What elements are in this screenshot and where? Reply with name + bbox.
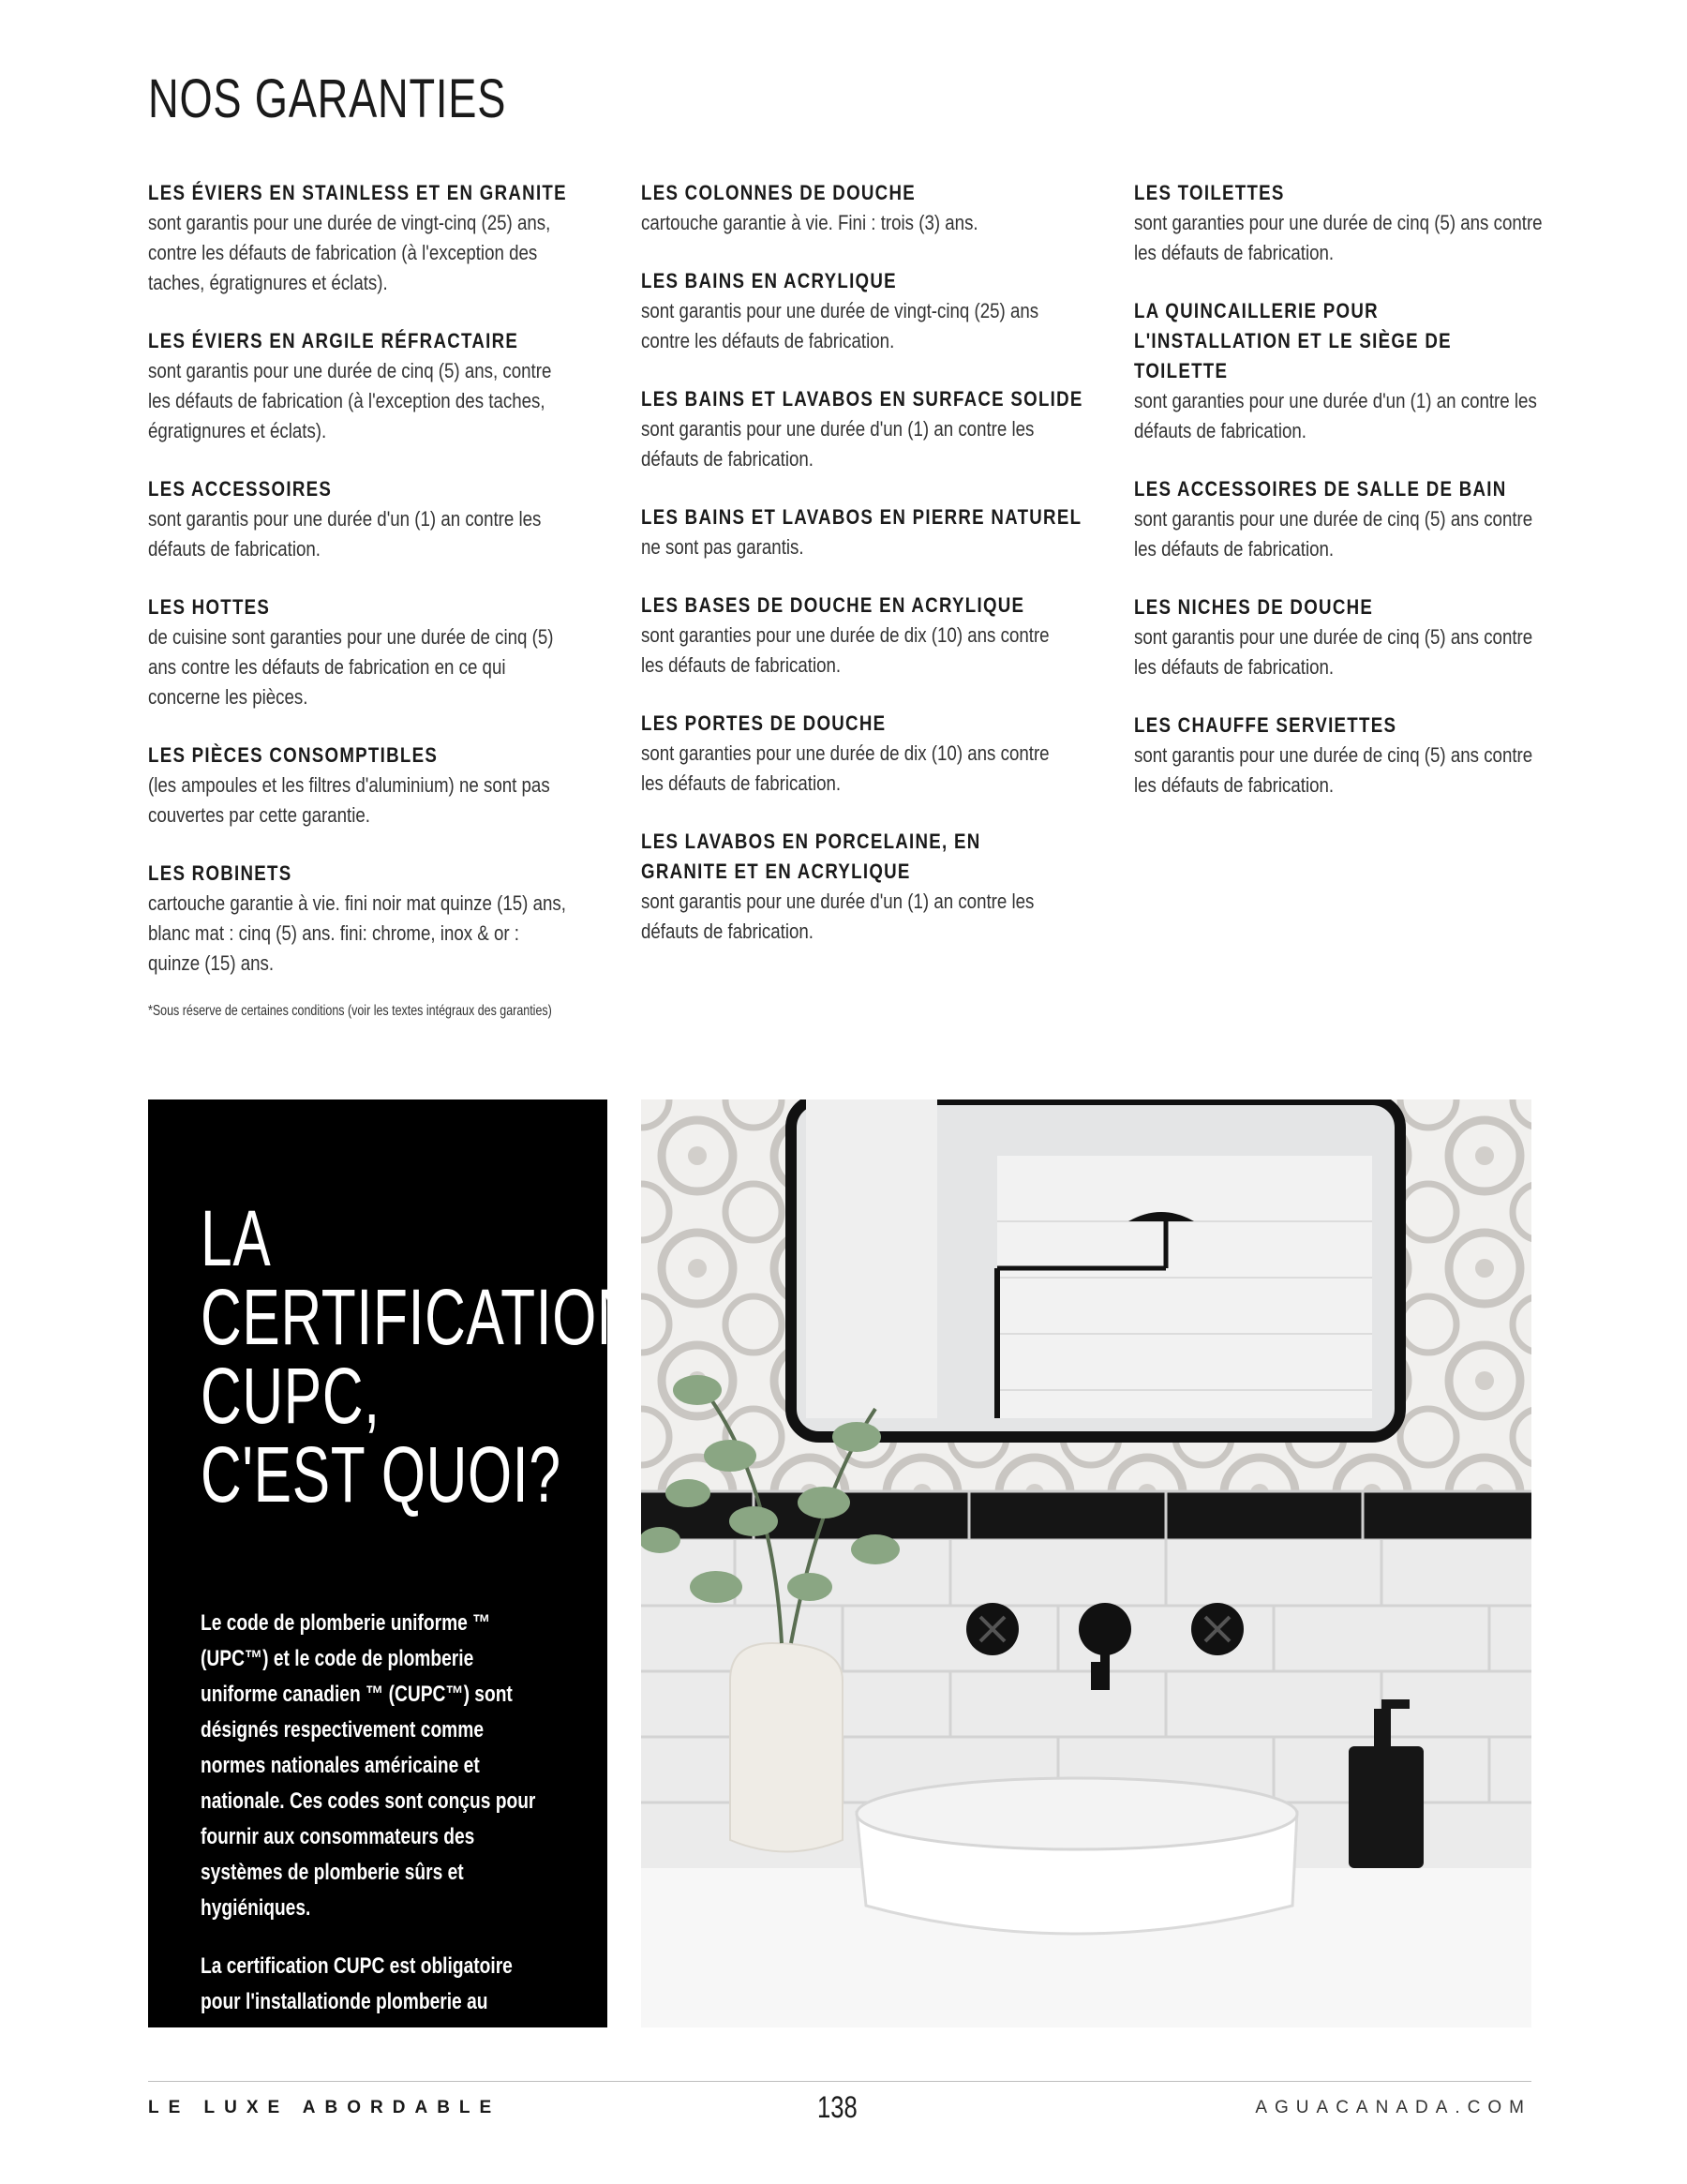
warranty-heading: LES CHAUFFE SERVIETTES (1134, 713, 1397, 737)
vase (730, 1643, 843, 1852)
warranty-heading: LES BAINS EN ACRYLIQUE (641, 269, 897, 292)
footer-website: AGUACANADA.COM (1255, 2098, 1531, 2117)
footer-divider (148, 2081, 1531, 2082)
warranty-text: sont garantis pour une durée de cinq (5) ans, contre les défauts de fabrication (à l'exception des taches, égratignures et éclats). (148, 359, 552, 442)
warranty-item (641, 709, 1128, 799)
warranty-item (641, 384, 1128, 474)
cupc-paragraph: Le code de plomberie uniforme ™ (UPC™) et le code de plomberie uniforme canadien ™ (CUPC™) sont désignés respectivement comme normes nationales américaine et nationale. Ces codes sont conçus pour fournir aux consommateurs des systèmes de plomberie sûrs et hygiéniques. (201, 1610, 536, 1921)
warranty-heading: LES ACCESSOIRES (148, 477, 333, 501)
warranty-text: sont garantis pour une durée d'un (1) an contre les défauts de fabrication. (148, 507, 542, 561)
cupc-paragraph: La certification CUPC est obligatoire pour l'installationde plomberie au Canada. (201, 1953, 513, 2050)
warranty-item (148, 592, 635, 712)
warranty-item (148, 859, 635, 979)
footnote: *Sous réserve de certaines conditions (voir les textes intégraux des garanties) (148, 1003, 552, 1019)
footer-tagline: LE LUXE ABORDABLE (148, 2098, 501, 2117)
warranty-text: sont garantis pour une durée de vingt-cinq (25) ans contre les défauts de fabrication. (641, 299, 1039, 352)
warranty-heading: LES ÉVIERS EN ARGILE RÉFRACTAIRE (148, 329, 519, 352)
warranty-text: cartouche garantie à vie. Fini : trois (3) ans. (641, 211, 978, 234)
warranty-text: sont garantis pour une durée de cinq (5) ans contre les défauts de fabrication. (1134, 625, 1533, 679)
warranty-text: (les ampoules et les filtres d'aluminium) ne sont pas couvertes par cette garantie. (148, 773, 550, 827)
warranty-item (148, 740, 635, 830)
cupc-heading-line: CERTIFICATION (201, 1273, 639, 1361)
soap-dispenser (1349, 1746, 1424, 1868)
warranty-column-1 (148, 178, 635, 1007)
warranty-heading: LES NICHES DE DOUCHE (1134, 595, 1374, 619)
warranty-item (1134, 711, 1621, 800)
cupc-heading-line: CUPC, (201, 1352, 381, 1440)
warranty-text: sont garanties pour une durée de cinq (5) ans contre les défauts de fabrication. (1134, 211, 1543, 264)
warranty-item (641, 827, 1128, 947)
warranty-heading: LES ÉVIERS EN STAINLESS ET EN GRANITE (148, 181, 567, 204)
warranty-heading: LES BAINS ET LAVABOS EN PIERRE NATUREL (641, 505, 1082, 529)
warranty-heading: LES TOILETTES (1134, 181, 1285, 204)
warranty-heading: LES LAVABOS EN PORCELAINE, EN GRANITE ET EN ACRYLIQUE (641, 830, 981, 883)
warranty-text: sont garantis pour une durée d'un (1) an contre les défauts de fabrication. (641, 417, 1035, 471)
warranty-column-3 (1134, 178, 1621, 829)
warranty-heading: LES ACCESSOIRES DE SALLE DE BAIN (1134, 477, 1507, 501)
warranty-heading: LES PIÈCES CONSOMPTIBLES (148, 743, 439, 767)
warranty-column-2 (641, 178, 1128, 975)
page-title: NOS GARANTIES (148, 68, 507, 129)
warranty-text: sont garantis pour une durée d'un (1) an contre les défauts de fabrication. (641, 890, 1035, 943)
warranty-item (641, 266, 1128, 356)
cupc-panel (148, 1099, 639, 2050)
warranty-text: sont garantis pour une durée de vingt-cinq (25) ans, contre les défauts de fabrication (à l'exception des taches, égratignures et éclats). (148, 211, 551, 294)
warranty-heading: LES COLONNES DE DOUCHE (641, 181, 916, 204)
warranty-item (1134, 178, 1621, 268)
warranty-text: sont garanties pour une durée d'un (1) an contre les défauts de fabrication. (1134, 389, 1537, 442)
warranty-heading: LES HOTTES (148, 595, 271, 619)
warranty-heading: LES BAINS ET LAVABOS EN SURFACE SOLIDE (641, 387, 1083, 411)
warranty-item (148, 326, 635, 446)
bathroom-photo (641, 1099, 1531, 2027)
warranty-item (641, 591, 1128, 681)
cupc-heading-line: C'EST QUOI? (201, 1430, 561, 1518)
warranty-text: sont garantis pour une durée de cinq (5) ans contre les défauts de fabrication. (1134, 743, 1533, 797)
warranty-text: ne sont pas garantis. (641, 535, 804, 559)
cupc-heading-line: LA (201, 1194, 272, 1282)
warranty-text: sont garanties pour une durée de dix (10) ans contre les défauts de fabrication. (641, 741, 1050, 795)
cupc-heading (201, 1194, 639, 1518)
warranty-heading: LES ROBINETS (148, 861, 292, 885)
warranty-item (1134, 296, 1621, 446)
warranty-text: cartouche garantie à vie. fini noir mat quinze (15) ans, blanc mat : cinq (5) ans. fini: chrome, inox & or : quinze (15) ans. (148, 891, 566, 975)
warranty-text: sont garantis pour une durée de cinq (5) ans contre les défauts de fabrication. (1134, 507, 1533, 561)
warranty-text: sont garanties pour une durée de dix (10) ans contre les défauts de fabrication. (641, 623, 1050, 677)
warranty-heading: LA QUINCAILLERIE POUR L'INSTALLATION ET LE SIÈGE DE TOILETTE (1134, 299, 1452, 382)
warranty-item (641, 502, 1128, 562)
warranty-item (641, 178, 1128, 238)
bathroom-illustration (641, 1099, 1531, 2027)
warranty-heading: LES BASES DE DOUCHE EN ACRYLIQUE (641, 593, 1025, 617)
warranty-heading: LES PORTES DE DOUCHE (641, 711, 887, 735)
warranty-item (1134, 474, 1621, 564)
warranty-item (148, 178, 635, 298)
warranty-item (1134, 592, 1621, 682)
warranty-text: de cuisine sont garanties pour une durée de cinq (5) ans contre les défauts de fabrication en ce qui concerne les pièces. (148, 625, 554, 709)
cupc-body (201, 1606, 553, 2078)
page-number: 138 (817, 2090, 858, 2124)
warranty-item (148, 474, 635, 564)
